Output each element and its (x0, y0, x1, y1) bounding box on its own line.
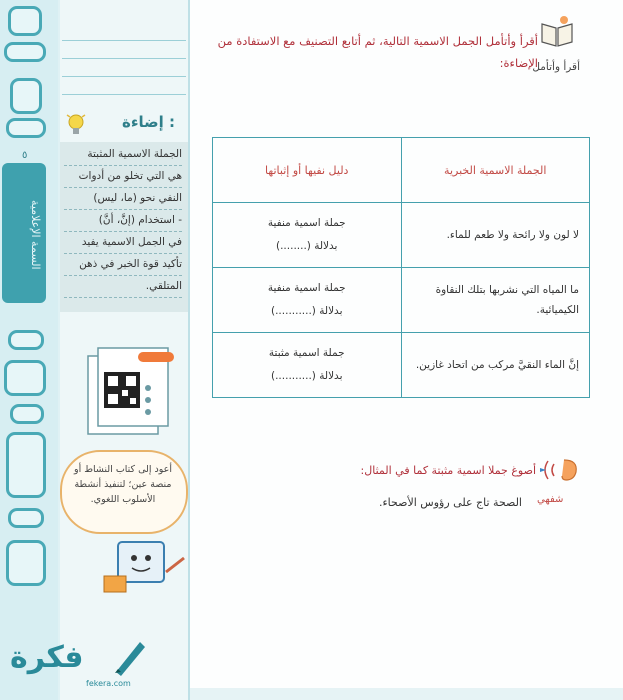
note-line: - استخدام (إنَّ، أنَّ) (64, 210, 182, 232)
logo-domain: fekera.com (86, 679, 131, 688)
note-line: المتلقي. (64, 276, 182, 298)
sentence-cell: ما المياه التي نشربها بتلك النقاوة الكيميائية. (401, 268, 590, 333)
note-line: هي التي تخلو من أدوات (64, 166, 182, 188)
qr-resource-icon[interactable] (82, 342, 182, 442)
evidence-blank: بدلالة (...........) (271, 305, 343, 317)
strip-pill (8, 508, 44, 528)
strip-pill (8, 330, 44, 350)
logo-text: فكرة (10, 640, 84, 675)
table-row (213, 268, 590, 333)
sentence-cell: لا لون ولا رائحة ولا طعم للماء. (401, 203, 590, 268)
evidence-type: جملة اسمية منفية (267, 282, 346, 294)
unit-tab-label: السمة الإعلامية (29, 200, 42, 270)
sentences-table (212, 137, 590, 398)
bottom-bar (190, 688, 623, 700)
strip-pill (8, 6, 42, 36)
table-row (213, 203, 590, 268)
table-header-row (213, 138, 590, 203)
bubble-text: أعود إلى كتاب النشاط أو منصة عين؛ لتنفيذ أنشطة الأسلوب اللغوي. (74, 464, 172, 505)
strip-pill (6, 540, 46, 586)
table-header: دليل نفيها أو إثباتها (213, 138, 402, 203)
strip-number: ٥ (22, 150, 28, 161)
idaa-title: إضاءة : (121, 113, 175, 131)
tablet-mascot-icon (96, 536, 192, 606)
pen-logo-icon (112, 636, 148, 676)
sentence-cell: إنَّ الماء النقيَّ مركب من اتحاد غازين. (401, 333, 590, 398)
strip-pill (4, 360, 46, 396)
note-line: الجملة الاسمية المثبتة (64, 144, 182, 166)
evidence-cell[interactable] (213, 268, 402, 333)
ruled-line (62, 58, 186, 59)
ear-listening-icon (540, 456, 580, 484)
note-line: النفي نحو (ما، ليس) (64, 188, 182, 210)
ruled-line (62, 40, 186, 41)
evidence-blank: بدلالة (........) (276, 240, 338, 252)
oral-label: شفهي (537, 494, 564, 505)
evidence-type: جملة اسمية منفية (267, 217, 346, 229)
evidence-cell[interactable] (213, 333, 402, 398)
strip-pill (6, 118, 46, 138)
strip-pill (10, 404, 44, 424)
evidence-blank: بدلالة (...........) (271, 370, 343, 382)
evidence-type: جملة اسمية مثبتة (268, 347, 345, 359)
strip-pill (6, 432, 46, 498)
instruction-side-label: أقرأ وأتأمل (532, 61, 580, 73)
strip-pill (10, 78, 42, 114)
note-line: تأكيد قوة الخبر في ذهن (64, 254, 182, 276)
ruled-line (62, 94, 186, 95)
evidence-cell[interactable] (213, 203, 402, 268)
instruction-heading: أقرأ وأتأمل الجمل الاسمية التالية، ثم أتابع التصنيف مع الاستفادة من الإضاءة: (217, 34, 538, 70)
lightbulb-icon (66, 112, 86, 138)
note-line: في الجمل الاسمية يفيد (64, 232, 182, 254)
exercise-instruction: أصوغ جملا اسمية مثبتة كما في المثال: (360, 464, 536, 477)
ruled-line (62, 76, 186, 77)
strip-pill (4, 42, 46, 62)
table-header: الجملة الاسمية الخبرية (401, 138, 590, 203)
reading-book-icon (540, 14, 574, 48)
example-sentence: الصحة تاج على رؤوس الأصحاء. (379, 496, 522, 509)
table-row (213, 333, 590, 398)
